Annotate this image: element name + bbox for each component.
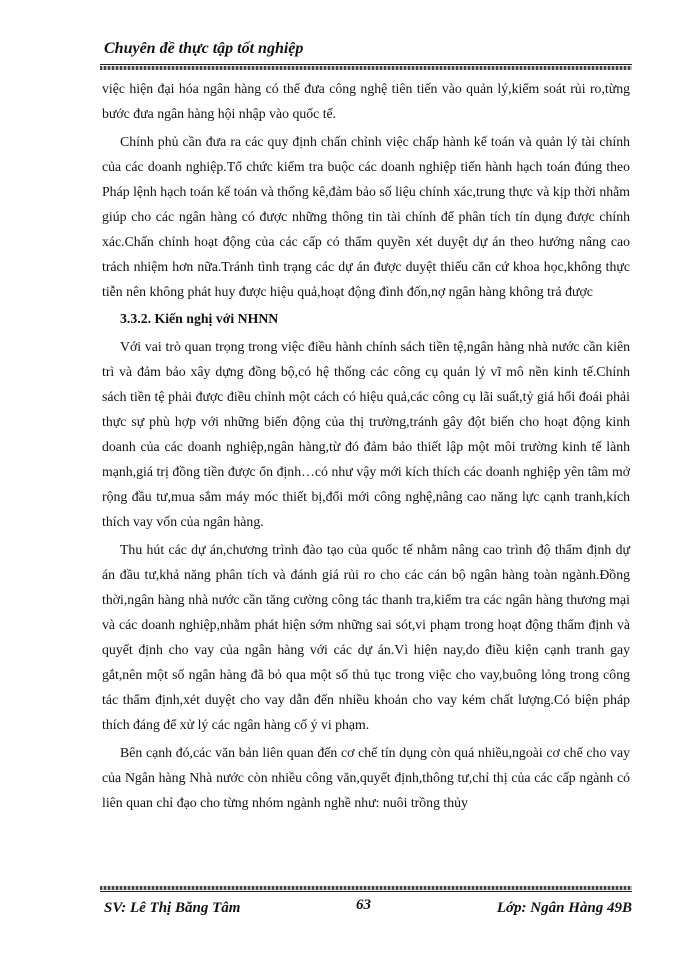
footer-rule-shadow	[100, 886, 632, 890]
footer-rule	[100, 891, 632, 892]
header-title: Chuyên đề thực tập tốt nghiệp	[104, 40, 304, 57]
paragraph-4: Thu hút các dự án,chương trình đào tạo của quốc tế nhằm nâng cao trình độ thẩm định dự án đầu tư,khả năng phân tích và đánh giá rủi ro cho các cán bộ ngân hàng toàn ngành.Đồng thời,ngân hàng nhà nước cần tăng cường công tác thanh tra,kiểm tra các ngân hàng thương mại và các doanh nghiệp,nhằm phát hiện sớm những sai sót,vi phạm trong hoạt động thẩm định và quyết định cho vay của ngân hàng với các dự án.Vì hiện nay,do điều kiện cạnh tranh gay gắt,nên một số ngân hàng đã bỏ qua một số thủ tục trong việc cho vay,buông lỏng trong công tác thẩm định,xét duyệt cho vay dẫn đến nhiều khoản cho vay kém chất lượng.Có biện pháp thích đáng để xử lý các ngân hàng cố ý vi phạm.	[102, 542, 630, 732]
body-text	[102, 76, 630, 815]
section-heading: 3.3.2. Kiến nghị với NHNN	[120, 311, 279, 326]
paragraph-1: việc hiện đại hóa ngân hàng có thể đưa công nghệ tiên tiến vào quản lý,kiểm soát rủi ro,từng bước đưa ngân hàng hội nhập vào quốc tế.	[102, 81, 630, 121]
footer-student-name: SV: Lê Thị Băng Tâm	[104, 900, 241, 916]
paragraph-2: Chính phủ cần đưa ra các quy định chấn chỉnh việc chấp hành kế toán và quản lý tài chính của các doanh nghiệp.Tổ chức kiểm tra buộc các doanh nghiệp tiến hành hạch toán đúng theo Pháp lệnh hạch toán kế toán và thống kê,đảm bảo số liệu chính xác,trung thực và kịp thời nhằm giúp cho các ngân hàng có được những thông tin tài chính để phân tích tín dụng được chính xác.Chấn chỉnh hoạt động của các cấp có thẩm quyền xét duyệt dự án theo hướng nâng cao trách nhiệm hơn nữa.Tránh tình trạng các dự án được duyệt thiếu căn cứ khoa học,không thực tiễn nên không phát huy được hiệu quả,hoạt động đình đốn,nợ ngân hàng không trả được	[102, 134, 630, 299]
header-rule	[100, 64, 632, 65]
paragraph-3: Với vai trò quan trọng trong việc điều hành chính sách tiền tệ,ngân hàng nhà nước cần kiên trì và đảm bảo xây dựng đồng bộ,có hệ thống các công cụ quản lý vĩ mô nền kinh tế.Chính sách tiền tệ phải được điều chỉnh một cách có hiệu quả,các công cụ lãi suất,tỷ giá hối đoái phải thực sự phù hợp với những biến động của thị trường,tránh gây đột biến cho hoạt động kinh doanh của các doanh nghiệp,ngân hàng,từ đó đảm bảo thiết lập một môi trường kinh tế lành mạnh,giá trị đồng tiền được ổn định…có như vậy mới kích thích các doanh nghiệp yên tâm mở rộng đầu tư,mua sắm máy móc thiết bị,đổi mới công nghệ,nâng cao năng lực cạnh tranh,kích thích vay vốn của ngân hàng.	[102, 339, 630, 529]
paragraph-5: Bên cạnh đó,các văn bản liên quan đến cơ chế tín dụng còn quá nhiều,ngoài cơ chế cho vay của Ngân hàng Nhà nước còn nhiều công văn,quyết định,thông tư,chỉ thị của các cấp ngành có liên quan chỉ đạo cho từng nhóm ngành nghề như: nuôi trồng thủy	[102, 745, 630, 810]
header-rule-shadow	[100, 66, 632, 70]
footer-class-name: Lớp: Ngân Hàng 49B	[496, 900, 632, 916]
footer-page-number: 63	[356, 897, 371, 913]
